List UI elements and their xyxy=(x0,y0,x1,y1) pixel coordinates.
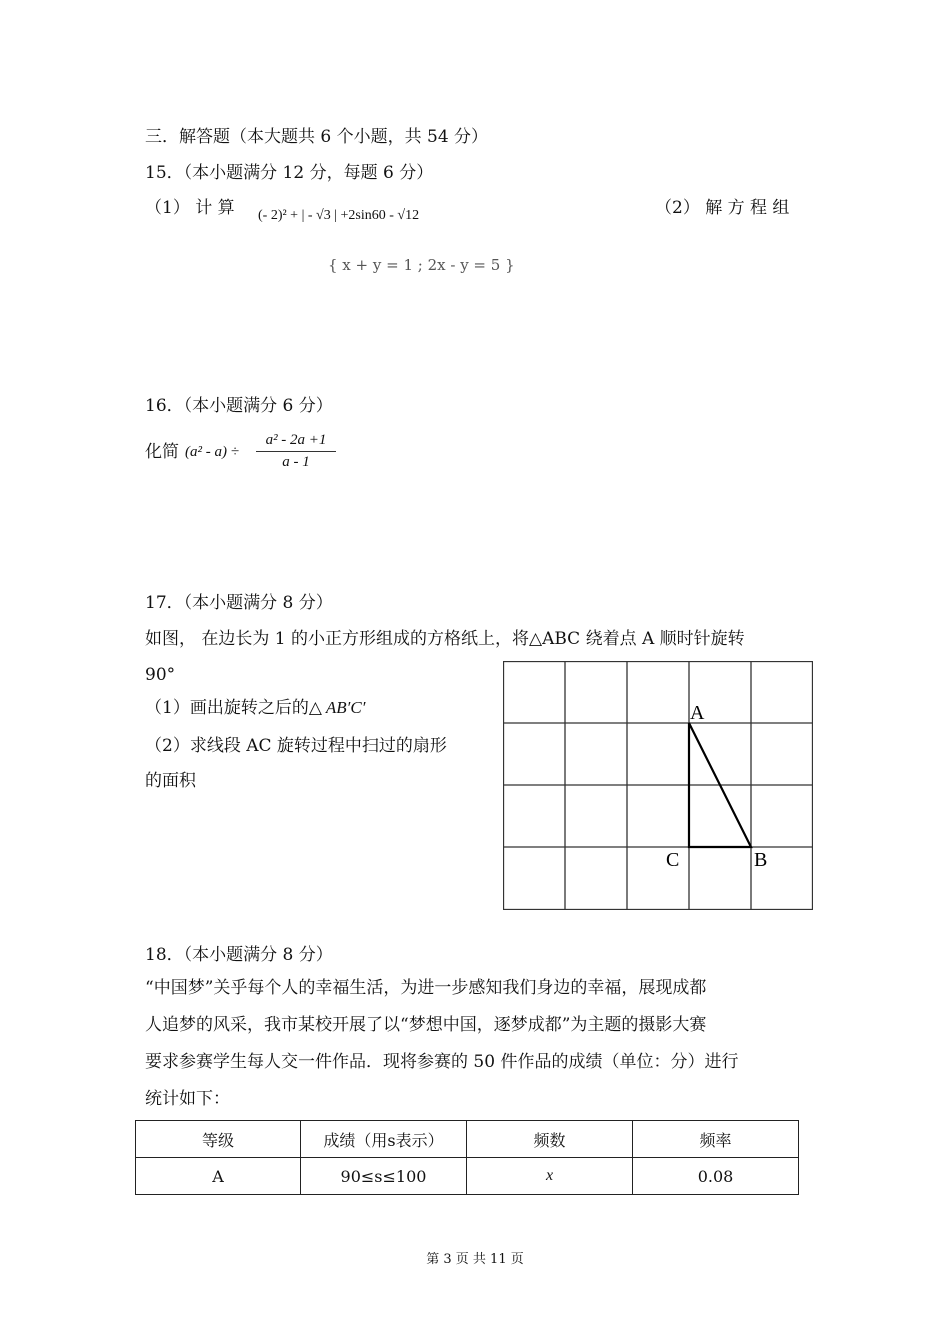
q17-grid-figure xyxy=(503,661,813,914)
q16-prefix: 化简 xyxy=(145,442,179,462)
q16-expression: (a² - a) ÷ xyxy=(185,444,239,460)
q18-paragraph-line2: 人追梦的风采，我市某校开展了以“梦想中国，逐梦成都”为主题的摄影大赛 xyxy=(145,1015,707,1035)
grid-lines xyxy=(503,661,813,910)
q17-title: 17．（本小题满分 8 分） xyxy=(145,593,333,613)
q17-part1 xyxy=(145,697,365,719)
q15-part1-formula: (- 2)² + | - √3 | +2sin60 - √12 xyxy=(258,208,420,223)
q18-paragraph-line1: “中国梦”关乎每个人的幸福生活，为进一步感知我们身边的幸福，展现成都 xyxy=(145,978,707,998)
q17-line2: 90° xyxy=(145,665,176,685)
label-c: C xyxy=(666,849,680,871)
q17-line1: 如图， 在边长为 1 的小正方形组成的方格纸上，将△ABC 绕着点 A 顺时针旋转 xyxy=(145,629,745,649)
q15-part1-label: （1） 计 算 xyxy=(145,198,235,218)
q18-paragraph-line4: 统计如下： xyxy=(145,1089,230,1109)
q15-equation-system: { x + y = 1 ; 2x - y = 5 } xyxy=(328,256,515,274)
q17-part1-text: （1）画出旋转之后的△ xyxy=(145,698,322,718)
label-a: A xyxy=(690,702,705,724)
header-frequency: 频率 xyxy=(633,1121,799,1158)
q15-title: 15．（本小题满分 12 分，每题 6 分） xyxy=(145,163,434,183)
section-heading: 三．解答题（本大题共 6 个小题，共 54 分） xyxy=(145,127,489,147)
q16-fraction xyxy=(256,432,336,471)
q15-part2-label: （2） 解 方 程 组 xyxy=(655,198,790,218)
q17-part1-math: AB′C′ xyxy=(325,698,366,717)
cell-count: x xyxy=(467,1158,633,1195)
header-score: 成绩（用s表示） xyxy=(301,1121,467,1158)
header-grade: 等级 xyxy=(136,1121,301,1158)
q16-title: 16．（本小题满分 6 分） xyxy=(145,396,333,416)
cell-frequency: 0.08 xyxy=(633,1158,799,1195)
cell-score: 90≤s≤100 xyxy=(301,1158,467,1195)
q16-numerator: a² - 2a +1 xyxy=(256,432,336,452)
page-footer: 第 3 页 共 11 页 xyxy=(426,1252,524,1267)
table-header-row xyxy=(136,1121,799,1158)
q17-part2-a: （2）求线段 AC 旋转过程中扫过的扇形 xyxy=(145,736,447,756)
q18-paragraph-line3: 要求参赛学生每人交一件作品．现将参赛的 50 件作品的成绩（单位：分）进行 xyxy=(145,1052,739,1072)
q17-part2-b: 的面积 xyxy=(145,771,196,791)
label-b: B xyxy=(754,849,768,871)
grid-svg xyxy=(503,661,813,910)
cell-grade: A xyxy=(136,1158,301,1195)
score-table xyxy=(135,1120,799,1195)
q16-denominator: a - 1 xyxy=(282,454,310,470)
header-count: 频数 xyxy=(467,1121,633,1158)
table-row xyxy=(136,1158,799,1195)
q18-title: 18．（本小题满分 8 分） xyxy=(145,945,333,965)
